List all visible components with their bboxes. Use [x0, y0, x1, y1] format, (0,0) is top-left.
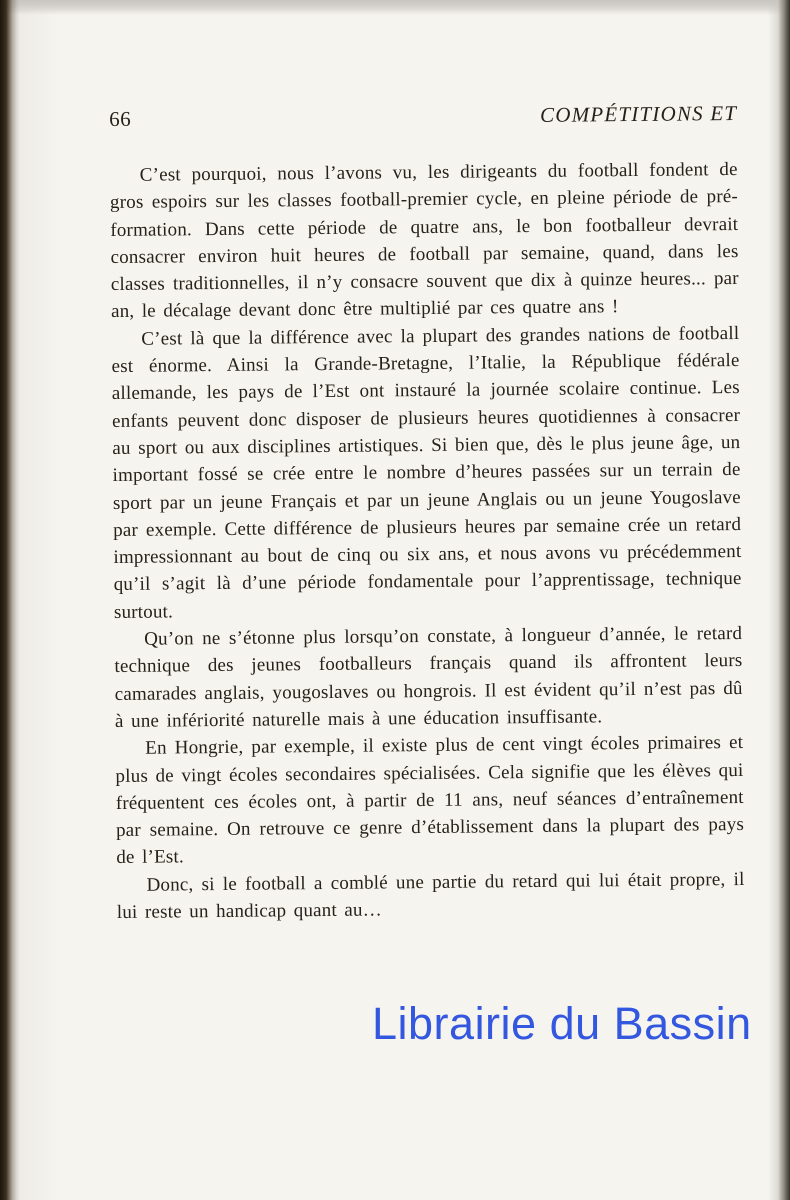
- paragraph-5: Donc, si le football a comblé une partie du retard qui lui était propre, il lui reste un handicap quant au…: [116, 868, 745, 924]
- paragraph-3: Qu’on ne s’étonne plus lorsqu’on constate, à longueur d’année, le retard technique des jeunes footballeurs français quand ils affrontent leurs camarades anglais, yougoslaves ou hongrois. Il est évident qu’il n’est pas dû à une infériorité naturelle mais à une éducation insuffisante.: [114, 623, 743, 732]
- photo-top-edge: [0, 0, 790, 14]
- paragraph-2: C’est là que la différence avec la plupart des grandes nations de football est énorme. Ainsi la Grande-Bretagne, l’Italie, la République fédérale allemande, les pays de l’Est ont instauré la journée scolaire continue. Les enfants peuvent donc disposer de plusieurs heures quotidiennes à consacrer au sport ou aux disciplines artistiques. Si bien que, dès le plus jeune âge, un important fossé se crée entre le nombre d’heures passées sur un terrain de sport par un jeune Français et par un jeune Anglais ou un jeune Yougoslave par exemple. Cette différence de plusieurs heures par semaine crée un retard impressionnant au bout de cinq ou six ans, et nous avons vu précédemment qu’il s’agit là d’une période fondamentale pour l’apprentissage, technique surtout.: [111, 322, 742, 623]
- paragraph-4: En Hongrie, par exemple, il existe plus de cent vingt écoles primaires et plus de vingt écoles secondaires spécialisées. Cela signifie que les élèves qui fréquentent ces écoles ont, à partir de 11 ans, neuf séances d’entraînement par semaine. On retrouve ce genre d’établissement dans la plupart des pays de l’Est.: [115, 732, 745, 869]
- page-body: [110, 156, 745, 926]
- page-header: [109, 101, 737, 132]
- page-number: 66: [109, 106, 132, 132]
- paragraph-1: C’est pourquoi, nous l’avons vu, les dirigeants du football fondent de gros espoirs sur les classes football-premier cycle, en pleine période de pré-formation. Dans cette période de quatre ans, le bon footballeur devrait consacrer environ huit heures de football par semaine, quand, dans les classes traditionnelles, il n’y consacre souvent que dix à quinze heures... par an, le décalage devant donc être multiplié par ces quatre ans !: [109, 159, 739, 323]
- bookseller-watermark: Librairie du Bassin: [372, 998, 752, 1049]
- running-title: COMPÉTITIONS ET: [539, 101, 738, 127]
- page-right-edge-shadow: [768, 0, 790, 1200]
- book-binding-shadow: [0, 0, 20, 1200]
- page-content: [109, 101, 745, 926]
